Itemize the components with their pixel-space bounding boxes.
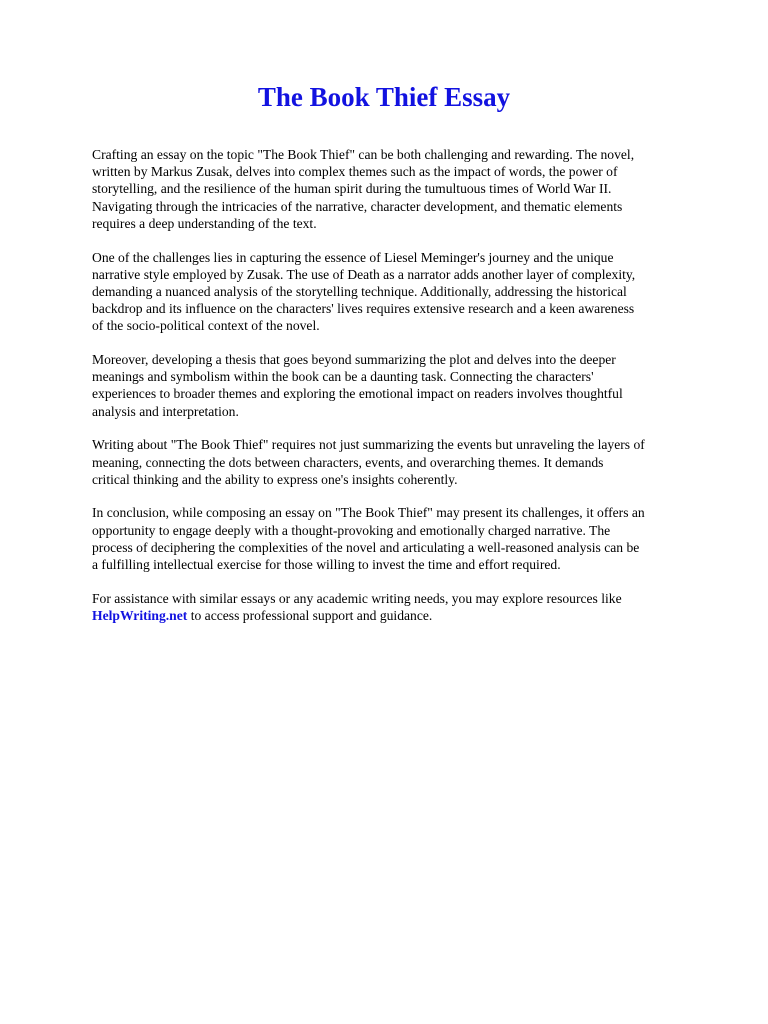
helpwriting-link[interactable]: HelpWriting.net xyxy=(92,607,188,623)
paragraph-line: backdrop and its influence on the characters' lives requires extensive research and a keen awareness xyxy=(92,301,635,317)
paragraph-line: storytelling, and the resilience of the human spirit during the tumultuous times of World War II. xyxy=(92,181,612,197)
paragraph xyxy=(92,436,732,488)
paragraph-line: demanding a nuanced analysis of the storytelling technique. Additionally, addressing the historical xyxy=(92,283,627,299)
paragraph-list xyxy=(92,146,732,573)
closing-paragraph xyxy=(92,590,732,624)
page-title: The Book Thief Essay xyxy=(257,82,511,112)
paragraph-line: analysis and interpretation. xyxy=(92,403,239,419)
paragraph-line: of the socio-political context of the novel. xyxy=(92,318,320,334)
paragraph-line: a fulfilling intellectual exercise for those willing to invest the time and effort required. xyxy=(92,557,561,573)
essay-body xyxy=(92,146,732,641)
closing-line: For assistance with similar essays or any academic writing needs, you may explore resources like xyxy=(92,590,622,606)
paragraph xyxy=(92,351,732,420)
paragraph-line: requires a deep understanding of the text. xyxy=(92,215,317,231)
closing-line xyxy=(92,607,732,624)
paragraph-line: meanings and symbolism within the book can be a daunting task. Connecting the characters' xyxy=(92,369,594,385)
paragraph xyxy=(92,249,732,335)
closing-line-rest: to access professional support and guidance. xyxy=(187,607,433,623)
paragraph-line: One of the challenges lies in capturing the essence of Liesel Meminger's journey and the unique xyxy=(92,249,614,265)
paragraph-line: Moreover, developing a thesis that goes beyond summarizing the plot and delves into the deeper xyxy=(92,352,616,368)
paragraph xyxy=(92,146,732,232)
paragraph xyxy=(92,504,732,573)
paragraph-line: critical thinking and the ability to express one's insights coherently. xyxy=(92,471,458,487)
paragraph-line: experiences to broader themes and exploring the emotional impact on readers involves thoughtful xyxy=(92,386,623,402)
paragraph-line: In conclusion, while composing an essay on "The Book Thief" may present its challenges, it offers an xyxy=(92,505,645,521)
paragraph-line: Writing about "The Book Thief" requires not just summarizing the events but unraveling the layers of xyxy=(92,437,645,453)
paragraph-line: meaning, connecting the dots between characters, events, and overarching themes. It demands xyxy=(92,454,604,470)
paragraph-line: process of deciphering the complexities of the novel and articulating a well-reasoned analysis can be xyxy=(92,539,640,555)
paragraph-line: narrative style employed by Zusak. The use of Death as a narrator adds another layer of complexity, xyxy=(92,266,636,282)
paragraph-line: opportunity to engage deeply with a thought-provoking and emotionally charged narrative. The xyxy=(92,522,611,538)
paragraph-line: Crafting an essay on the topic "The Book Thief" can be both challenging and rewarding. The novel, xyxy=(92,147,635,162)
paragraph-line: Navigating through the intricacies of the narrative, character development, and thematic elements xyxy=(92,198,623,214)
paragraph-line: written by Markus Zusak, delves into complex themes such as the impact of words, the power of xyxy=(92,164,618,180)
